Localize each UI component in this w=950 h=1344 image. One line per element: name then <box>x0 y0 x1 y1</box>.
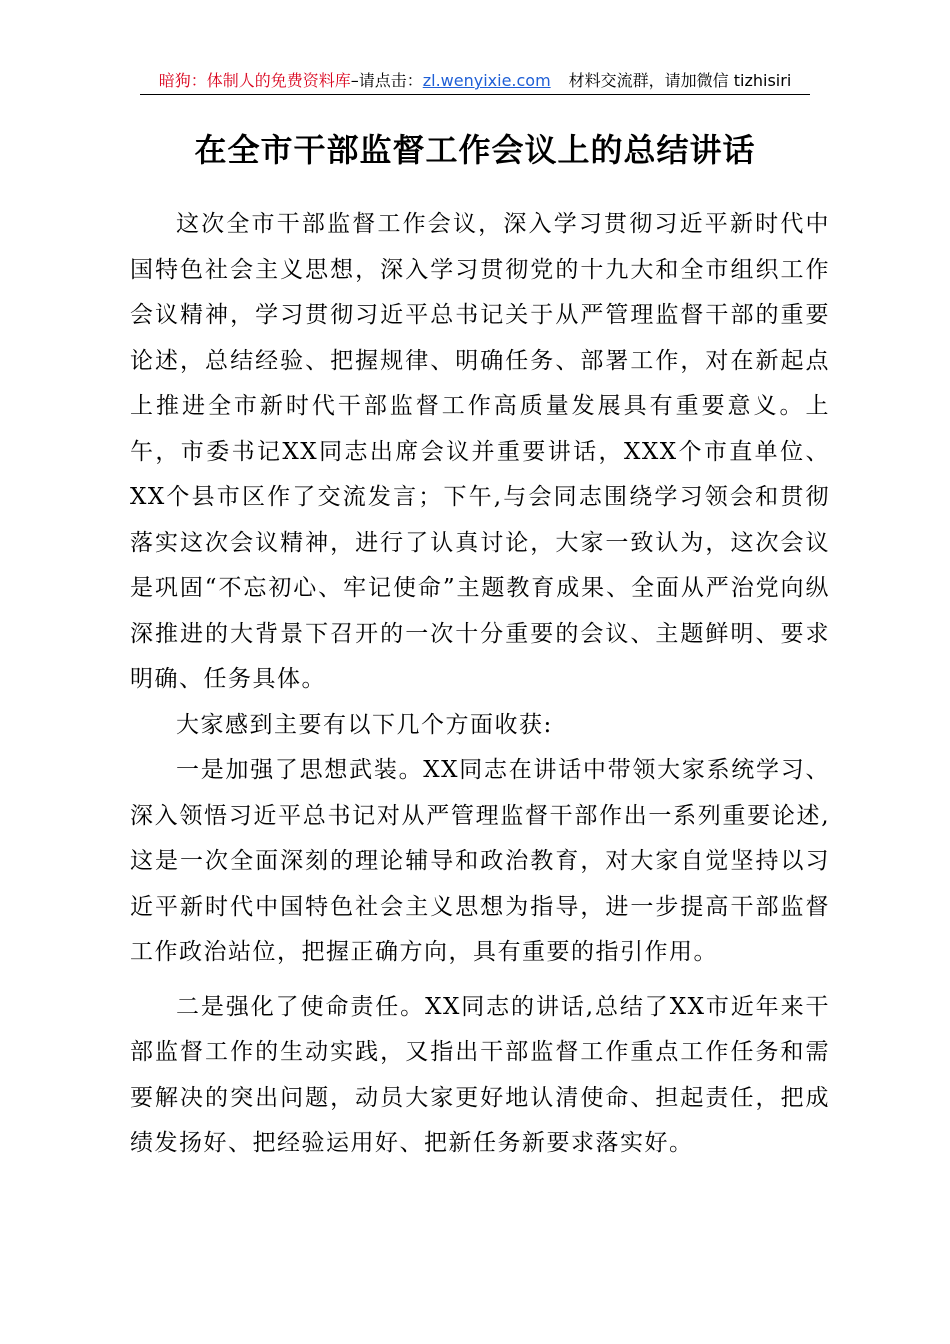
header-group-note: 材料交流群，请加微信 tizhisiri <box>568 71 792 90</box>
paragraph: 一是加强了思想武装。XX同志在讲话中带领大家系统学习、深入领悟习近平总书记对从严管理监督干部作出一系列重要论述,这是一次全面深刻的理论辅导和政治教育，对大家自觉坚持以习近平新时代中国特色社会主义思想为指导，进一步提高干部监督工作政治站位，把握正确方向，具有重要的指引作用。 <box>130 757 830 965</box>
paragraph: 二是强化了使命责任。XX同志的讲话,总结了XX市近年来干部监督工作的生动实践，又指出干部监督工作重点工作任务和需要解决的突出问题，动员大家更好地认清使命、担起责任，把成绩发扬好、把经验运用好、把新任务新要求落实好。 <box>130 993 830 1156</box>
paragraph: 这次全市干部监督工作会议，深入学习贯彻习近平新时代中国特色社会主义思想，深入学习贯彻党的十九大和全市组织工作会议精神，学习贯彻习近平总书记关于从严管理监督干部的重要论述，总结经验、把握规律、明确任务、部署工作，对在新起点上推进全市新时代干部监督工作高质量发展具有重要意义。上午，市委书记XX同志出席会议并重要讲话，XXX个市直单位、XX个县市区作了交流发言；下午,与会同志围绕学习领会和贯彻落实这次会议精神，进行了认真讨论，大家一致认为，这次会议是巩固“不忘初心、牢记使命”主题教育成果、全面从严治党向纵深推进的大背景下召开的一次十分重要的会议、主题鲜明、要求明确、任务具体。 <box>130 211 830 692</box>
header-link[interactable]: zl.wenyixie.com <box>422 71 551 90</box>
page-header <box>140 68 810 95</box>
paragraph: 大家感到主要有以下几个方面收获: <box>176 711 553 738</box>
header-prompt: –请点击： <box>350 71 423 90</box>
header-brand: 暗狗：体制人的免费资料库 <box>158 71 351 90</box>
document-title: 在全市干部监督工作会议上的总结讲话 <box>194 131 756 169</box>
document-body <box>130 202 830 1167</box>
